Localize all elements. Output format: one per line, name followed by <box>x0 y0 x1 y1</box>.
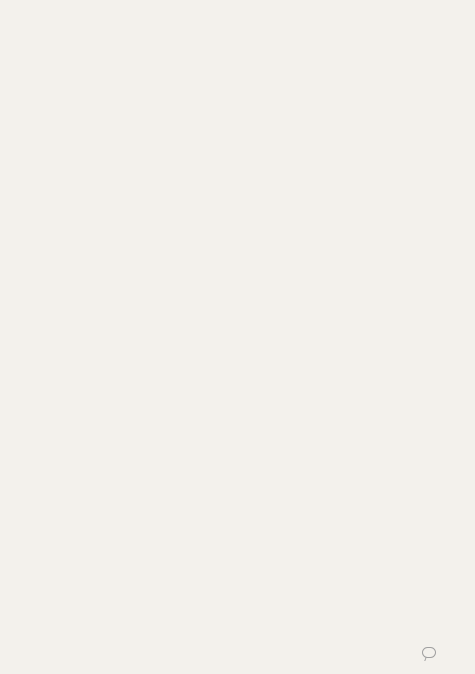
watermark <box>422 647 439 658</box>
section-heading <box>20 14 459 28</box>
chat-bubble-icon <box>422 647 436 658</box>
page-footer <box>0 650 475 670</box>
